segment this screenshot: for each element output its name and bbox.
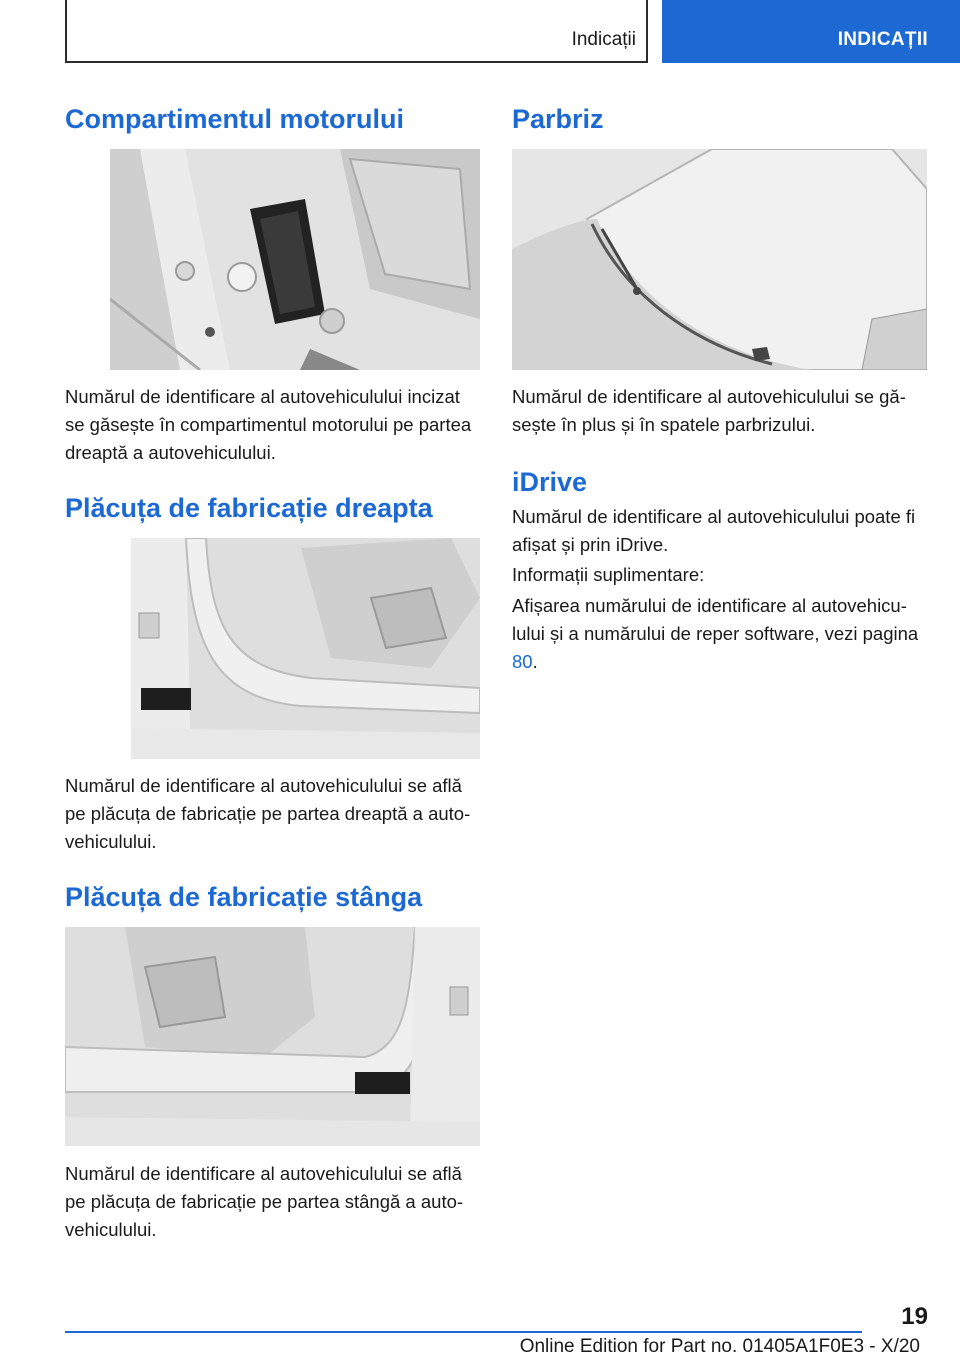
idrive-text-2: Informații suplimentare: [512,564,705,585]
idrive-text-3-end: . [532,651,538,672]
right-plate-heading: Plăcuța de fabricație dreapta [65,493,433,523]
engine-compartment-image [110,149,480,370]
windscreen-text: Numărul de identificare al autovehiculului se găsește în plus și în spatele parbrizului. [512,386,906,435]
idrive-heading: iDrive [512,467,588,497]
idrive-text-3 [512,592,930,676]
engine-text: Numărul de identificare al autovehiculului incizat se găsește în compartimentul motorului pe partea dreaptă a autovehiculului. [65,386,472,463]
header-section-label: Indicații [571,29,636,50]
page-number: 19 [901,1303,928,1330]
idrive-text-1: Numărul de identificare al autovehiculului poate fi afișat și prin iDrive. [512,506,916,555]
idrive-text-3-main: Afișarea numărului de identificare al autovehiculului și a numărului de reper software, vezi pagina [512,595,919,644]
header-chapter-label: INDICAȚII [837,29,928,50]
footer-edition: Online Edition for Part no. 01405A1F0E3 - X/20 [519,1336,920,1357]
header-chapter-tab [662,0,960,63]
footer-divider [65,1331,862,1333]
windscreen-heading: Parbriz [512,104,604,134]
page-80-link[interactable]: 80 [512,651,533,672]
engine-heading: Compartimentul motorului [65,104,404,134]
header-section-tab [65,0,648,63]
left-plate-image [65,927,480,1146]
left-plate-heading: Plăcuța de fabricație stânga [65,882,423,912]
windscreen-image [512,149,927,370]
left-plate-text: Numărul de identificare al autovehiculului se află pe plăcuța de fabricație pe partea stângă a autovehiculului. [65,1163,464,1240]
right-plate-text: Numărul de identificare al autovehiculului se află pe plăcuța de fabricație pe partea dreaptă a autovehiculului. [65,775,471,852]
right-plate-image [131,538,480,759]
